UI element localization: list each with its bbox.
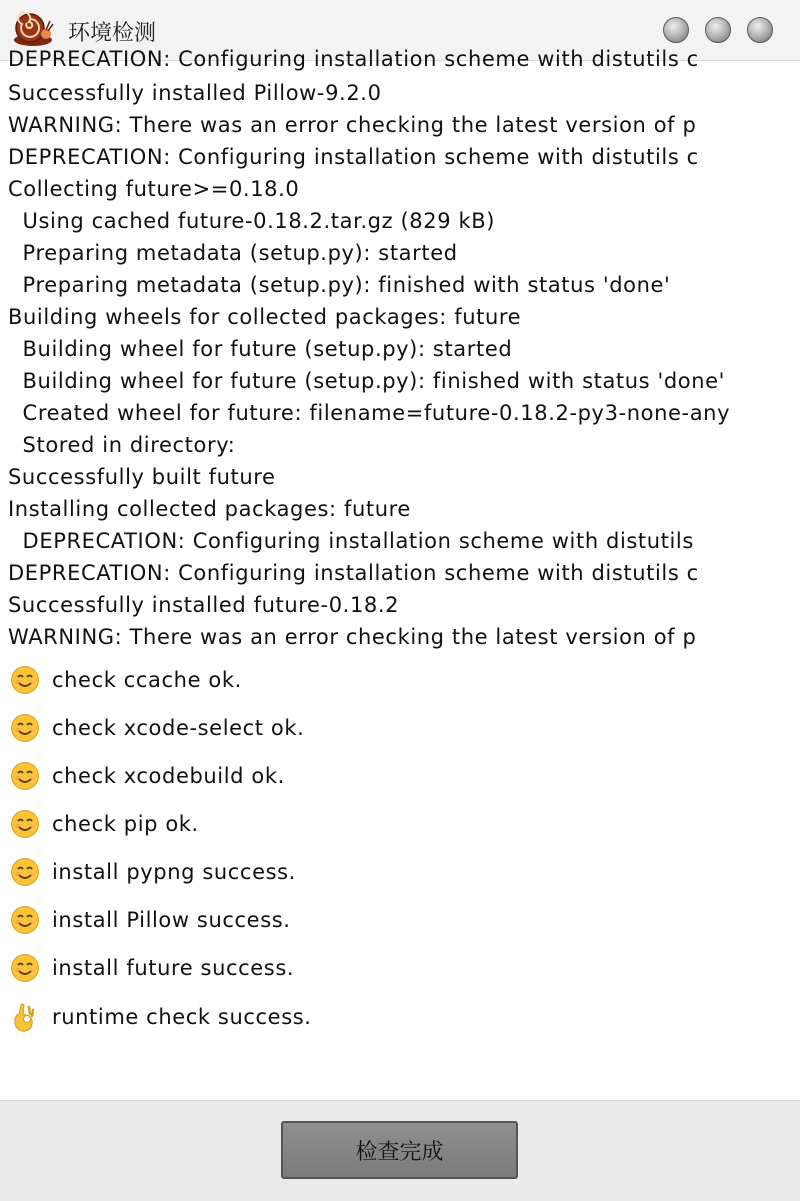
log-line: DEPRECATION: Configuring installation scheme with distutils c	[8, 47, 699, 71]
log-line: Preparing metadata (setup.py): started	[8, 241, 458, 265]
log-line: Stored in directory:	[8, 433, 236, 457]
status-text: check xcode-select ok.	[52, 716, 305, 740]
log-line: Building wheel for future (setup.py): finished with status 'done'	[8, 369, 726, 393]
status-item	[10, 660, 242, 700]
status-text: install Pillow success.	[52, 908, 291, 932]
install-log[interactable]	[0, 47, 800, 660]
check-complete-button[interactable]: 检查完成	[281, 1121, 518, 1179]
footer-bar	[0, 1100, 800, 1201]
smiley-icon	[10, 809, 40, 839]
status-text: runtime check success.	[52, 1005, 312, 1029]
log-line: Using cached future-0.18.2.tar.gz (829 kB)	[8, 209, 496, 233]
log-line: Created wheel for future: filename=future-0.18.2-py3-none-any	[8, 401, 731, 425]
smiley-icon	[10, 761, 40, 791]
log-line: Installing collected packages: future	[8, 497, 411, 521]
log-line: Successfully installed future-0.18.2	[8, 593, 400, 617]
status-text: install pypng success.	[52, 860, 296, 884]
status-item	[10, 708, 304, 748]
log-line: Building wheel for future (setup.py): started	[8, 337, 513, 361]
log-line: Preparing metadata (setup.py): finished with status 'done'	[8, 273, 671, 297]
minimize-button[interactable]	[663, 17, 689, 43]
log-line: Building wheels for collected packages: future	[8, 305, 522, 329]
ok-hand-icon	[10, 1002, 40, 1032]
log-line: WARNING: There was an error checking the latest version of p	[8, 625, 697, 649]
smiley-icon	[10, 953, 40, 983]
status-item	[10, 997, 312, 1037]
log-line: Successfully built future	[8, 465, 276, 489]
log-line: DEPRECATION: Configuring installation scheme with distutils c	[8, 145, 699, 169]
smiley-icon	[10, 905, 40, 935]
log-line: Collecting future>=0.18.0	[8, 177, 300, 201]
status-item	[10, 852, 296, 892]
smiley-icon	[10, 713, 40, 743]
status-item	[10, 948, 294, 988]
status-text: check ccache ok.	[52, 668, 242, 692]
status-item	[10, 756, 285, 796]
close-button[interactable]	[747, 17, 773, 43]
log-line: Successfully installed Pillow-9.2.0	[8, 81, 382, 105]
status-text: check pip ok.	[52, 812, 199, 836]
maximize-button[interactable]	[705, 17, 731, 43]
smiley-icon	[10, 665, 40, 695]
log-line: WARNING: There was an error checking the latest version of p	[8, 113, 697, 137]
status-text: install future success.	[52, 956, 295, 980]
status-text: check xcodebuild ok.	[52, 764, 285, 788]
log-line: DEPRECATION: Configuring installation scheme with distutils c	[8, 561, 699, 585]
status-item	[10, 804, 199, 844]
status-item	[10, 900, 291, 940]
log-line: DEPRECATION: Configuring installation scheme with distutils	[8, 529, 694, 553]
smiley-icon	[10, 857, 40, 887]
window-title: 环境检测	[68, 21, 157, 46]
